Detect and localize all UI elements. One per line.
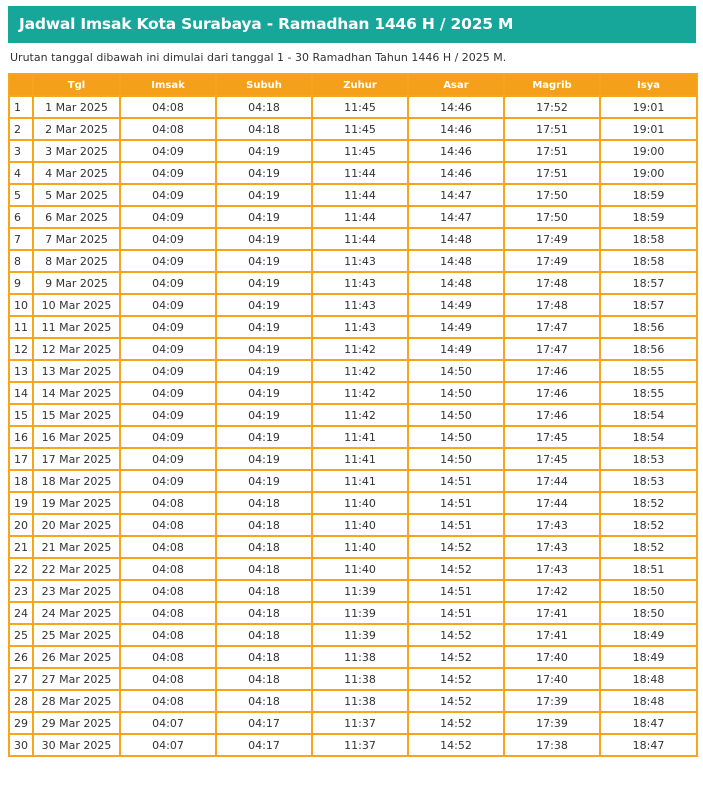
- cell-number: 11: [9, 316, 33, 338]
- cell-imsak: 04:08: [120, 646, 216, 668]
- cell-date: 22 Mar 2025: [33, 558, 120, 580]
- cell-date: 5 Mar 2025: [33, 184, 120, 206]
- cell-asar: 14:52: [408, 558, 504, 580]
- cell-number: 23: [9, 580, 33, 602]
- cell-magrib: 17:51: [504, 162, 600, 184]
- cell-magrib: 17:39: [504, 690, 600, 712]
- cell-isya: 19:00: [600, 162, 697, 184]
- cell-date: 11 Mar 2025: [33, 316, 120, 338]
- cell-zuhur: 11:45: [312, 140, 408, 162]
- cell-date: 26 Mar 2025: [33, 646, 120, 668]
- cell-zuhur: 11:45: [312, 118, 408, 140]
- cell-magrib: 17:39: [504, 712, 600, 734]
- cell-zuhur: 11:43: [312, 272, 408, 294]
- cell-asar: 14:52: [408, 624, 504, 646]
- cell-imsak: 04:09: [120, 360, 216, 382]
- cell-number: 8: [9, 250, 33, 272]
- cell-isya: 18:55: [600, 360, 697, 382]
- cell-imsak: 04:08: [120, 602, 216, 624]
- table-row: [9, 96, 697, 118]
- cell-zuhur: 11:40: [312, 514, 408, 536]
- cell-number: 14: [9, 382, 33, 404]
- cell-imsak: 04:08: [120, 514, 216, 536]
- cell-isya: 18:53: [600, 448, 697, 470]
- cell-subuh: 04:19: [216, 272, 312, 294]
- cell-number: 30: [9, 734, 33, 756]
- cell-isya: 18:56: [600, 338, 697, 360]
- cell-number: 5: [9, 184, 33, 206]
- cell-imsak: 04:09: [120, 184, 216, 206]
- cell-imsak: 04:09: [120, 206, 216, 228]
- cell-zuhur: 11:38: [312, 668, 408, 690]
- table-row: [9, 492, 697, 514]
- cell-date: 12 Mar 2025: [33, 338, 120, 360]
- cell-number: 3: [9, 140, 33, 162]
- cell-number: 28: [9, 690, 33, 712]
- cell-subuh: 04:19: [216, 470, 312, 492]
- cell-isya: 18:54: [600, 404, 697, 426]
- cell-magrib: 17:45: [504, 426, 600, 448]
- cell-asar: 14:52: [408, 646, 504, 668]
- cell-isya: 18:58: [600, 228, 697, 250]
- table-row: [9, 712, 697, 734]
- cell-imsak: 04:09: [120, 338, 216, 360]
- cell-asar: 14:52: [408, 734, 504, 756]
- table-row: [9, 382, 697, 404]
- cell-zuhur: 11:39: [312, 580, 408, 602]
- cell-date: 4 Mar 2025: [33, 162, 120, 184]
- cell-zuhur: 11:41: [312, 470, 408, 492]
- cell-asar: 14:49: [408, 294, 504, 316]
- cell-magrib: 17:40: [504, 646, 600, 668]
- cell-magrib: 17:50: [504, 184, 600, 206]
- cell-number: 9: [9, 272, 33, 294]
- cell-number: 10: [9, 294, 33, 316]
- cell-asar: 14:51: [408, 602, 504, 624]
- cell-isya: 18:59: [600, 184, 697, 206]
- header-subuh: Subuh: [216, 74, 312, 96]
- cell-magrib: 17:47: [504, 338, 600, 360]
- table-row: [9, 690, 697, 712]
- cell-imsak: 04:09: [120, 382, 216, 404]
- table-row: [9, 558, 697, 580]
- cell-subuh: 04:18: [216, 668, 312, 690]
- cell-subuh: 04:19: [216, 426, 312, 448]
- cell-date: 20 Mar 2025: [33, 514, 120, 536]
- cell-subuh: 04:19: [216, 404, 312, 426]
- table-row: [9, 404, 697, 426]
- table-row: [9, 602, 697, 624]
- cell-magrib: 17:51: [504, 118, 600, 140]
- cell-date: 28 Mar 2025: [33, 690, 120, 712]
- cell-imsak: 04:09: [120, 250, 216, 272]
- table-row: [9, 470, 697, 492]
- table-row: [9, 536, 697, 558]
- table-row: [9, 162, 697, 184]
- cell-magrib: 17:47: [504, 316, 600, 338]
- cell-isya: 18:54: [600, 426, 697, 448]
- cell-zuhur: 11:41: [312, 448, 408, 470]
- cell-asar: 14:50: [408, 448, 504, 470]
- cell-isya: 18:56: [600, 316, 697, 338]
- imsak-schedule-table: [8, 73, 698, 757]
- table-row: [9, 272, 697, 294]
- cell-isya: 18:49: [600, 624, 697, 646]
- cell-isya: 19:01: [600, 96, 697, 118]
- cell-number: 1: [9, 96, 33, 118]
- header-magrib: Magrib: [504, 74, 600, 96]
- cell-zuhur: 11:37: [312, 734, 408, 756]
- table-row: [9, 228, 697, 250]
- header-imsak: Imsak: [120, 74, 216, 96]
- cell-subuh: 04:19: [216, 162, 312, 184]
- cell-subuh: 04:18: [216, 602, 312, 624]
- cell-zuhur: 11:38: [312, 690, 408, 712]
- cell-asar: 14:49: [408, 316, 504, 338]
- cell-zuhur: 11:40: [312, 558, 408, 580]
- cell-date: 1 Mar 2025: [33, 96, 120, 118]
- cell-asar: 14:47: [408, 184, 504, 206]
- table-row: [9, 734, 697, 756]
- cell-isya: 19:01: [600, 118, 697, 140]
- cell-asar: 14:51: [408, 492, 504, 514]
- cell-asar: 14:52: [408, 536, 504, 558]
- cell-zuhur: 11:40: [312, 536, 408, 558]
- cell-zuhur: 11:43: [312, 250, 408, 272]
- cell-zuhur: 11:42: [312, 404, 408, 426]
- cell-zuhur: 11:40: [312, 492, 408, 514]
- header-date: Tgl: [33, 74, 120, 96]
- cell-zuhur: 11:37: [312, 712, 408, 734]
- cell-date: 25 Mar 2025: [33, 624, 120, 646]
- table-row: [9, 250, 697, 272]
- cell-subuh: 04:18: [216, 646, 312, 668]
- cell-magrib: 17:48: [504, 294, 600, 316]
- cell-number: 22: [9, 558, 33, 580]
- cell-isya: 18:53: [600, 470, 697, 492]
- cell-number: 4: [9, 162, 33, 184]
- table-row: [9, 338, 697, 360]
- cell-isya: 18:50: [600, 602, 697, 624]
- cell-magrib: 17:46: [504, 360, 600, 382]
- cell-isya: 18:47: [600, 712, 697, 734]
- cell-subuh: 04:17: [216, 712, 312, 734]
- cell-subuh: 04:18: [216, 492, 312, 514]
- cell-imsak: 04:08: [120, 558, 216, 580]
- cell-number: 19: [9, 492, 33, 514]
- cell-magrib: 17:44: [504, 470, 600, 492]
- cell-subuh: 04:19: [216, 360, 312, 382]
- cell-zuhur: 11:38: [312, 646, 408, 668]
- cell-subuh: 04:18: [216, 536, 312, 558]
- cell-zuhur: 11:44: [312, 162, 408, 184]
- cell-date: 15 Mar 2025: [33, 404, 120, 426]
- cell-date: 2 Mar 2025: [33, 118, 120, 140]
- cell-magrib: 17:38: [504, 734, 600, 756]
- cell-magrib: 17:48: [504, 272, 600, 294]
- cell-subuh: 04:18: [216, 514, 312, 536]
- cell-number: 21: [9, 536, 33, 558]
- cell-zuhur: 11:42: [312, 338, 408, 360]
- cell-zuhur: 11:43: [312, 316, 408, 338]
- cell-subuh: 04:19: [216, 316, 312, 338]
- cell-zuhur: 11:41: [312, 426, 408, 448]
- cell-zuhur: 11:44: [312, 206, 408, 228]
- cell-number: 6: [9, 206, 33, 228]
- cell-magrib: 17:43: [504, 514, 600, 536]
- table-row: [9, 668, 697, 690]
- cell-imsak: 04:08: [120, 690, 216, 712]
- cell-asar: 14:46: [408, 140, 504, 162]
- table-row: [9, 514, 697, 536]
- cell-zuhur: 11:39: [312, 624, 408, 646]
- cell-subuh: 04:18: [216, 690, 312, 712]
- cell-number: 29: [9, 712, 33, 734]
- cell-date: 27 Mar 2025: [33, 668, 120, 690]
- cell-date: 19 Mar 2025: [33, 492, 120, 514]
- table-header-row: [9, 74, 697, 96]
- cell-date: 6 Mar 2025: [33, 206, 120, 228]
- cell-subuh: 04:18: [216, 558, 312, 580]
- cell-imsak: 04:08: [120, 492, 216, 514]
- cell-asar: 14:52: [408, 690, 504, 712]
- cell-number: 13: [9, 360, 33, 382]
- cell-subuh: 04:19: [216, 140, 312, 162]
- cell-asar: 14:51: [408, 514, 504, 536]
- table-row: [9, 316, 697, 338]
- cell-isya: 18:58: [600, 250, 697, 272]
- page-title: Jadwal Imsak Kota Surabaya - Ramadhan 1446 H / 2025 M: [8, 6, 696, 43]
- cell-number: 15: [9, 404, 33, 426]
- cell-isya: 18:52: [600, 514, 697, 536]
- cell-date: 18 Mar 2025: [33, 470, 120, 492]
- cell-subuh: 04:19: [216, 184, 312, 206]
- cell-date: 21 Mar 2025: [33, 536, 120, 558]
- table-row: [9, 140, 697, 162]
- cell-date: 10 Mar 2025: [33, 294, 120, 316]
- cell-subuh: 04:18: [216, 580, 312, 602]
- cell-asar: 14:48: [408, 250, 504, 272]
- cell-isya: 18:50: [600, 580, 697, 602]
- table-row: [9, 580, 697, 602]
- cell-asar: 14:50: [408, 404, 504, 426]
- cell-isya: 18:55: [600, 382, 697, 404]
- cell-asar: 14:51: [408, 470, 504, 492]
- cell-date: 8 Mar 2025: [33, 250, 120, 272]
- cell-date: 29 Mar 2025: [33, 712, 120, 734]
- cell-magrib: 17:41: [504, 624, 600, 646]
- cell-asar: 14:51: [408, 580, 504, 602]
- cell-isya: 18:59: [600, 206, 697, 228]
- cell-subuh: 04:19: [216, 250, 312, 272]
- cell-number: 12: [9, 338, 33, 360]
- schedule-description: Urutan tanggal dibawah ini dimulai dari tanggal 1 - 30 Ramadhan Tahun 1446 H / 2025 M.: [10, 51, 507, 64]
- cell-date: 17 Mar 2025: [33, 448, 120, 470]
- cell-magrib: 17:52: [504, 96, 600, 118]
- cell-number: 17: [9, 448, 33, 470]
- cell-subuh: 04:18: [216, 118, 312, 140]
- cell-date: 16 Mar 2025: [33, 426, 120, 448]
- cell-date: 30 Mar 2025: [33, 734, 120, 756]
- cell-isya: 18:52: [600, 536, 697, 558]
- table-row: [9, 360, 697, 382]
- cell-number: 26: [9, 646, 33, 668]
- cell-magrib: 17:46: [504, 382, 600, 404]
- header-isya: Isya: [600, 74, 697, 96]
- cell-imsak: 04:08: [120, 536, 216, 558]
- cell-imsak: 04:09: [120, 294, 216, 316]
- cell-isya: 18:51: [600, 558, 697, 580]
- cell-asar: 14:46: [408, 118, 504, 140]
- cell-magrib: 17:42: [504, 580, 600, 602]
- cell-zuhur: 11:43: [312, 294, 408, 316]
- cell-asar: 14:52: [408, 712, 504, 734]
- cell-subuh: 04:18: [216, 96, 312, 118]
- cell-date: 24 Mar 2025: [33, 602, 120, 624]
- cell-asar: 14:50: [408, 382, 504, 404]
- cell-isya: 18:49: [600, 646, 697, 668]
- table-row: [9, 624, 697, 646]
- cell-isya: 18:47: [600, 734, 697, 756]
- cell-number: 25: [9, 624, 33, 646]
- cell-number: 27: [9, 668, 33, 690]
- table-row: [9, 206, 697, 228]
- table-row: [9, 426, 697, 448]
- cell-isya: 18:48: [600, 668, 697, 690]
- table-row: [9, 448, 697, 470]
- cell-subuh: 04:18: [216, 624, 312, 646]
- cell-magrib: 17:46: [504, 404, 600, 426]
- cell-asar: 14:46: [408, 96, 504, 118]
- cell-asar: 14:50: [408, 360, 504, 382]
- table-row: [9, 118, 697, 140]
- cell-magrib: 17:44: [504, 492, 600, 514]
- cell-imsak: 04:07: [120, 712, 216, 734]
- cell-asar: 14:46: [408, 162, 504, 184]
- cell-imsak: 04:09: [120, 470, 216, 492]
- cell-date: 23 Mar 2025: [33, 580, 120, 602]
- cell-magrib: 17:43: [504, 536, 600, 558]
- cell-date: 14 Mar 2025: [33, 382, 120, 404]
- cell-zuhur: 11:44: [312, 228, 408, 250]
- table-row: [9, 646, 697, 668]
- cell-subuh: 04:19: [216, 382, 312, 404]
- cell-isya: 18:57: [600, 272, 697, 294]
- cell-subuh: 04:17: [216, 734, 312, 756]
- cell-asar: 14:52: [408, 668, 504, 690]
- cell-imsak: 04:08: [120, 668, 216, 690]
- cell-magrib: 17:49: [504, 228, 600, 250]
- cell-imsak: 04:09: [120, 272, 216, 294]
- table-row: [9, 294, 697, 316]
- cell-isya: 18:57: [600, 294, 697, 316]
- cell-imsak: 04:09: [120, 316, 216, 338]
- cell-date: 13 Mar 2025: [33, 360, 120, 382]
- cell-asar: 14:48: [408, 272, 504, 294]
- cell-isya: 18:52: [600, 492, 697, 514]
- cell-number: 24: [9, 602, 33, 624]
- cell-isya: 19:00: [600, 140, 697, 162]
- cell-imsak: 04:08: [120, 118, 216, 140]
- cell-number: 2: [9, 118, 33, 140]
- cell-imsak: 04:09: [120, 162, 216, 184]
- cell-imsak: 04:09: [120, 426, 216, 448]
- cell-subuh: 04:19: [216, 448, 312, 470]
- cell-magrib: 17:51: [504, 140, 600, 162]
- cell-isya: 18:48: [600, 690, 697, 712]
- cell-asar: 14:47: [408, 206, 504, 228]
- cell-magrib: 17:49: [504, 250, 600, 272]
- table-body: [9, 96, 697, 756]
- table-row: [9, 184, 697, 206]
- cell-magrib: 17:41: [504, 602, 600, 624]
- cell-zuhur: 11:39: [312, 602, 408, 624]
- cell-imsak: 04:09: [120, 404, 216, 426]
- cell-date: 9 Mar 2025: [33, 272, 120, 294]
- header-number: [9, 74, 33, 96]
- cell-magrib: 17:50: [504, 206, 600, 228]
- cell-zuhur: 11:44: [312, 184, 408, 206]
- cell-asar: 14:50: [408, 426, 504, 448]
- cell-date: 3 Mar 2025: [33, 140, 120, 162]
- cell-magrib: 17:45: [504, 448, 600, 470]
- cell-number: 20: [9, 514, 33, 536]
- cell-subuh: 04:19: [216, 294, 312, 316]
- cell-subuh: 04:19: [216, 228, 312, 250]
- cell-subuh: 04:19: [216, 206, 312, 228]
- cell-imsak: 04:09: [120, 228, 216, 250]
- header-asar: Asar: [408, 74, 504, 96]
- cell-imsak: 04:09: [120, 140, 216, 162]
- cell-magrib: 17:43: [504, 558, 600, 580]
- cell-imsak: 04:08: [120, 96, 216, 118]
- cell-number: 18: [9, 470, 33, 492]
- cell-imsak: 04:07: [120, 734, 216, 756]
- cell-subuh: 04:19: [216, 338, 312, 360]
- cell-imsak: 04:08: [120, 624, 216, 646]
- cell-zuhur: 11:42: [312, 360, 408, 382]
- cell-zuhur: 11:42: [312, 382, 408, 404]
- header-zuhur: Zuhur: [312, 74, 408, 96]
- cell-date: 7 Mar 2025: [33, 228, 120, 250]
- cell-asar: 14:49: [408, 338, 504, 360]
- cell-zuhur: 11:45: [312, 96, 408, 118]
- cell-number: 7: [9, 228, 33, 250]
- cell-imsak: 04:08: [120, 580, 216, 602]
- cell-imsak: 04:09: [120, 448, 216, 470]
- cell-magrib: 17:40: [504, 668, 600, 690]
- cell-asar: 14:48: [408, 228, 504, 250]
- cell-number: 16: [9, 426, 33, 448]
